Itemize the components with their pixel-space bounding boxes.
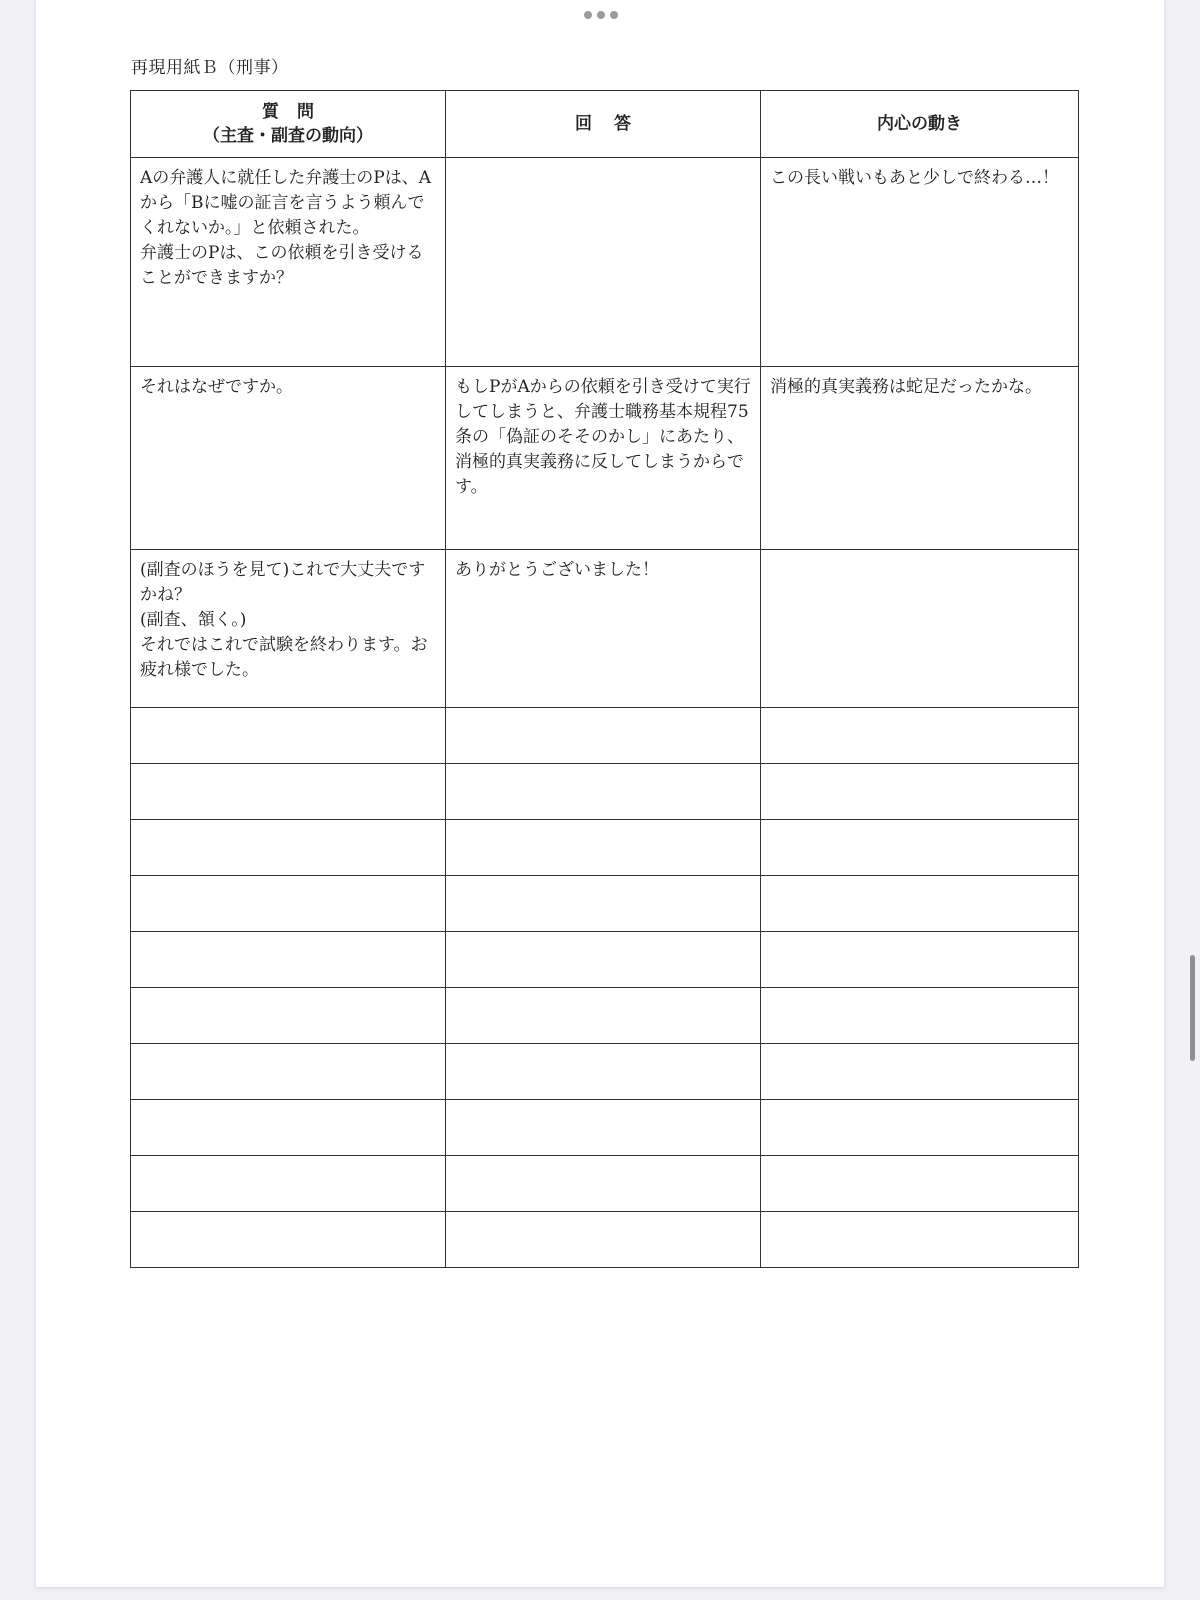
header-inner-title: 内心の動き (877, 114, 962, 134)
header-answer-title: 回答 (575, 114, 653, 134)
empty-cell (446, 932, 761, 988)
table-header-row (131, 91, 1079, 158)
empty-cell (446, 1212, 761, 1268)
empty-cell (131, 988, 446, 1044)
empty-row (131, 820, 1079, 876)
scrollbar-thumb[interactable] (1190, 955, 1195, 1061)
empty-cell (761, 1156, 1079, 1212)
empty-row (131, 1212, 1079, 1268)
header-question-title: 質問 (262, 102, 332, 122)
empty-cell (131, 1100, 446, 1156)
dot-icon (610, 11, 618, 19)
empty-cell (131, 820, 446, 876)
empty-cell (761, 988, 1079, 1044)
header-question (131, 91, 446, 158)
empty-cell (446, 1100, 761, 1156)
header-inner (761, 91, 1079, 158)
empty-cell (446, 988, 761, 1044)
dot-icon (597, 11, 605, 19)
table-row (131, 158, 1079, 367)
empty-cell (131, 1212, 446, 1268)
empty-row (131, 876, 1079, 932)
inner-text: この長い戦いもあと少しで終わる…！ (770, 168, 1059, 188)
question-text: (副査のほうを見て)これで大丈夫ですかね？ (副査、頷く。) それではこれで試験を終わります。お疲れ様でした。 (140, 560, 428, 680)
answer-cell (446, 550, 761, 708)
question-cell (131, 158, 446, 367)
more-options-icon[interactable] (584, 10, 618, 20)
empty-cell (761, 932, 1079, 988)
empty-cell (761, 764, 1079, 820)
table-row (131, 367, 1079, 550)
empty-cell (131, 708, 446, 764)
table-row (131, 550, 1079, 708)
empty-cell (446, 764, 761, 820)
empty-cell (446, 876, 761, 932)
empty-cell (761, 1212, 1079, 1268)
header-answer (446, 91, 761, 158)
question-cell (131, 550, 446, 708)
answer-text: ありがとうございました！ (455, 560, 659, 580)
question-cell (131, 367, 446, 550)
empty-cell (761, 876, 1079, 932)
answer-cell (446, 158, 761, 367)
inner-cell (761, 158, 1079, 367)
empty-cell (131, 932, 446, 988)
empty-cell (761, 820, 1079, 876)
empty-cell (761, 1044, 1079, 1100)
document-page (36, 0, 1164, 1587)
empty-cell (446, 820, 761, 876)
document-title: 再現用紙Ｂ（刑事） (131, 58, 289, 78)
empty-row (131, 708, 1079, 764)
inner-text: 消極的真実義務は蛇足だったかな。 (770, 377, 1042, 397)
empty-row (131, 988, 1079, 1044)
dot-icon (584, 11, 592, 19)
empty-row (131, 932, 1079, 988)
empty-cell (761, 1100, 1079, 1156)
empty-row (131, 1156, 1079, 1212)
empty-cell (446, 1156, 761, 1212)
empty-cell (131, 1044, 446, 1100)
empty-cell (446, 708, 761, 764)
inner-cell (761, 367, 1079, 550)
empty-cell (131, 876, 446, 932)
question-text: それはなぜですか。 (140, 377, 293, 397)
empty-row (131, 1100, 1079, 1156)
empty-row (131, 1044, 1079, 1100)
empty-cell (131, 1156, 446, 1212)
empty-cell (446, 1044, 761, 1100)
empty-row (131, 764, 1079, 820)
inner-cell (761, 550, 1079, 708)
answer-cell (446, 367, 761, 550)
answer-text: もしPがAからの依頼を引き受けて実行してしまうと、弁護士職務基本規程75条の「偽証のそそのかし」にあたり、消極的真実義務に反してしまうからです。 (455, 377, 751, 497)
question-text: Aの弁護人に就任した弁護士のPは、Aから「Bに嘘の証言を言うよう頼んでくれないか。」と依頼された。 弁護士のPは、この依頼を引き受けることができますか？ (140, 168, 431, 288)
empty-cell (761, 708, 1079, 764)
header-question-subtitle: （主査・副査の動向） (203, 126, 373, 146)
reproduction-form-table (130, 90, 1079, 1268)
empty-cell (131, 764, 446, 820)
